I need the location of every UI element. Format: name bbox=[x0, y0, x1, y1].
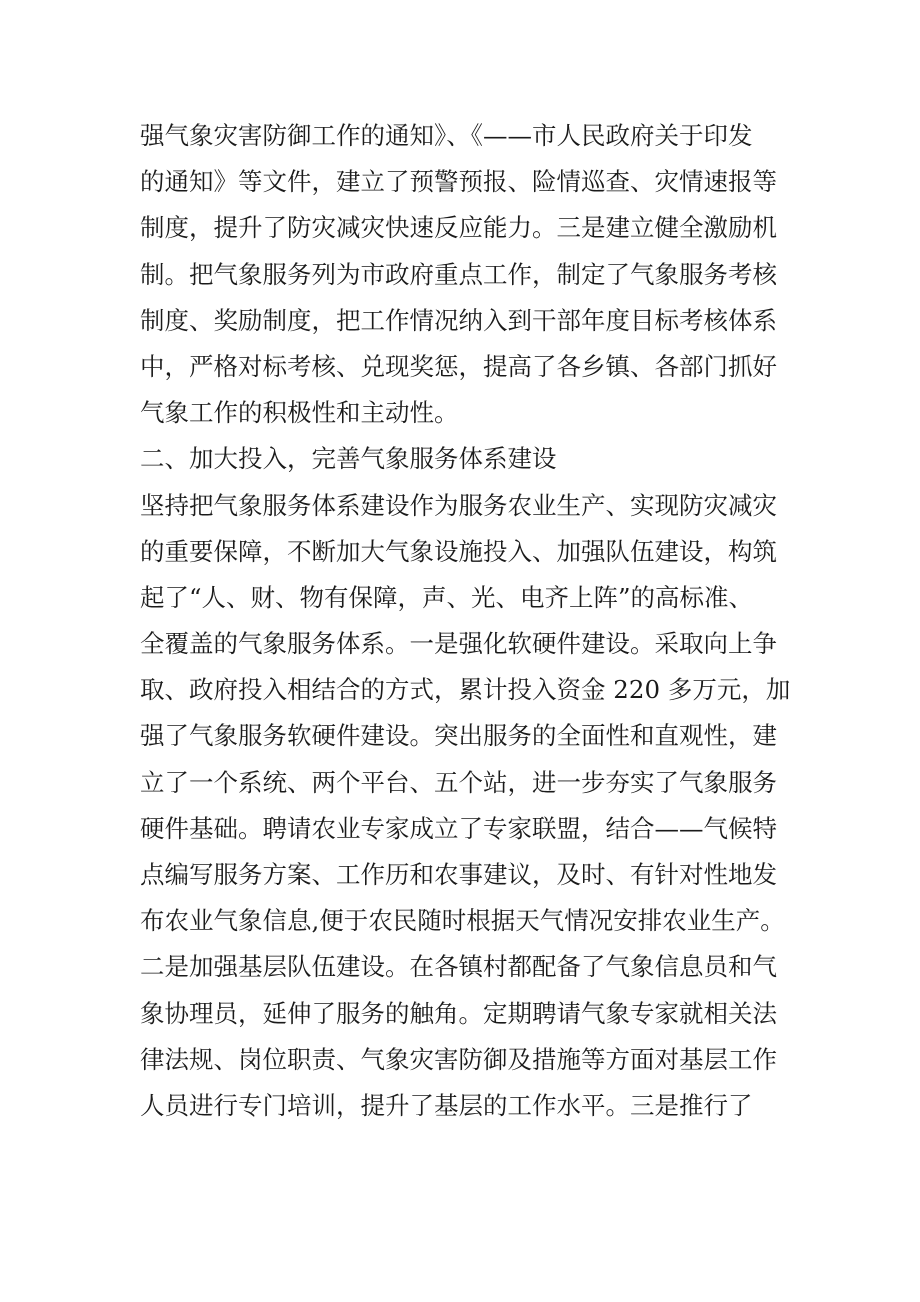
text-line: 坚持把气象服务体系建设作为服务农业生产、实现防灾减灾 bbox=[140, 490, 777, 520]
text-line: 律法规、岗位职责、气象灾害防御及措施等方面对基层工作 bbox=[140, 1044, 777, 1074]
text-line: 取、政府投入相结合的方式，累计投入资金 220 多万元，加 bbox=[140, 675, 791, 705]
text-line: 象协理员，延伸了服务的触角。定期聘请气象专家就相关法 bbox=[140, 998, 777, 1028]
text-line: 二是加强基层队伍建设。在各镇村都配备了气象信息员和气 bbox=[140, 952, 777, 982]
text-line: 点编写服务方案、工作历和农事建议，及时、有针对性地发 bbox=[140, 860, 777, 889]
text-line: 硬件基础。聘请农业专家成立了专家联盟，结合——气候特 bbox=[140, 813, 777, 843]
text-line: 制。把气象服务列为市政府重点工作，制定了气象服务考核 bbox=[140, 259, 777, 289]
text-line: 起了“人、财、物有保障，声、光、电齐上阵”的高标准、 bbox=[140, 582, 754, 612]
section-heading: 二、加大投入，完善气象服务体系建设 bbox=[140, 444, 557, 474]
text-line: 全覆盖的气象服务体系。一是强化软硬件建设。采取向上争 bbox=[140, 629, 777, 659]
text-line: 制度，提升了防灾减灾快速反应能力。三是建立健全激励机 bbox=[140, 213, 777, 243]
text-line: 的重要保障，不断加大气象设施投入、加强队伍建设，构筑 bbox=[140, 536, 777, 566]
text-line: 制度、奖励制度，把工作情况纳入到干部年度目标考核体系 bbox=[140, 305, 777, 335]
text-line: 立了一个系统、两个平台、五个站，进一步夯实了气象服务 bbox=[140, 767, 777, 797]
text-line: 强了气象服务软硬件建设。突出服务的全面性和直观性，建 bbox=[140, 721, 777, 751]
text-line: 强气象灾害防御工作的通知》、《——市人民政府关于印发 bbox=[140, 121, 753, 150]
text-line: 人员进行专门培训，提升了基层的工作水平。三是推行了 bbox=[140, 1090, 753, 1120]
text-line: 中，严格对标考核、兑现奖惩，提高了各乡镇、各部门抓好 bbox=[140, 351, 777, 381]
text-line: 的通知》等文件，建立了预警预报、险情巡查、灾情速报等 bbox=[140, 167, 777, 197]
text-line: 气象工作的积极性和主动性。 bbox=[140, 398, 459, 428]
text-line: 布农业气象信息,便于农民随时根据天气情况安排农业生产。 bbox=[140, 906, 785, 936]
body-text bbox=[140, 113, 800, 1129]
